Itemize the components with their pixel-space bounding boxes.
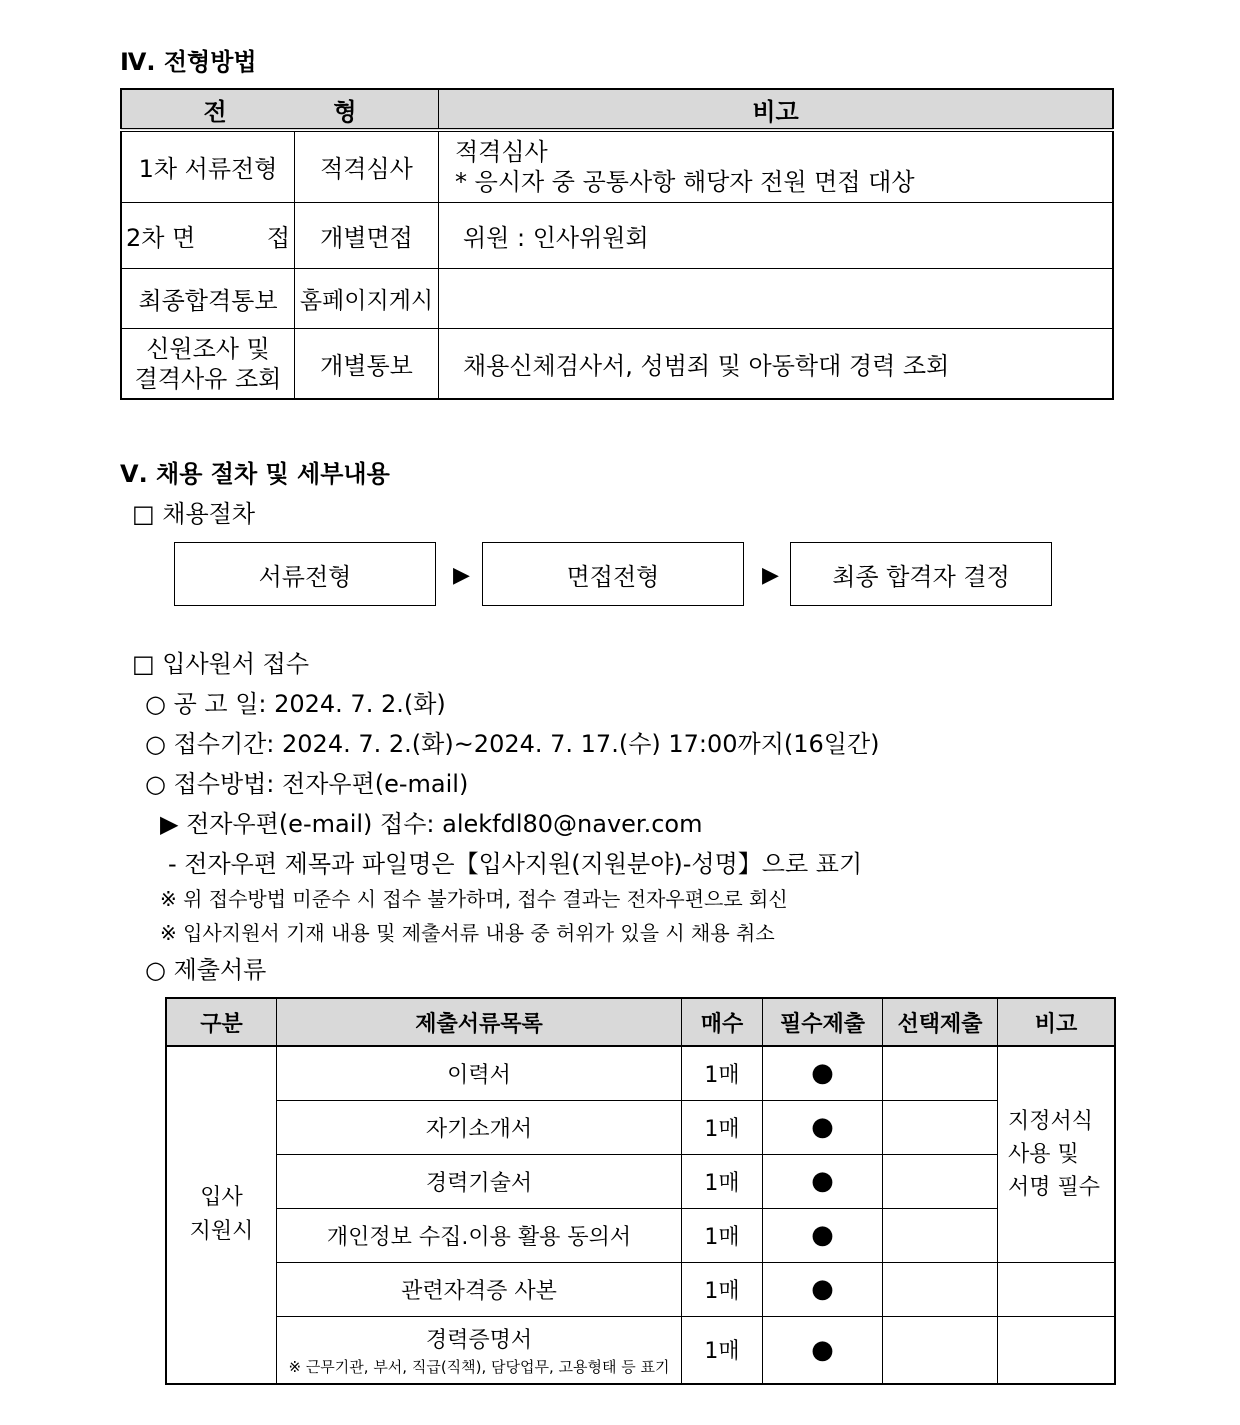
table-row: [121, 130, 1113, 202]
method-cell: 개별면접: [295, 202, 439, 268]
document-subnote: ※ 근무기관, 부서, 직급(직책), 담당업무, 고용형태 등 표기: [288, 1357, 670, 1376]
required-mark: ●: [763, 1316, 883, 1384]
email-address: ▶ 전자우편(e-mail) 접수: alekfdl80@naver.com: [160, 810, 703, 838]
stage-cell: 최종합격통보: [121, 269, 295, 329]
document-count: 1매: [682, 1100, 763, 1154]
optional-mark: [883, 1100, 998, 1154]
method-cell: 개별통보: [295, 329, 439, 399]
stage-cell: [121, 329, 295, 399]
table-row: [121, 269, 1113, 329]
remark-line: 적격심사: [455, 137, 548, 166]
optional-mark: [883, 1046, 998, 1100]
header-stage-a: 전: [203, 97, 227, 126]
category-cell: [166, 1046, 277, 1384]
document-name: 관련자격증 사본: [277, 1262, 682, 1316]
remark-cell: [998, 1262, 1116, 1316]
arrow-right-icon: ▶: [762, 563, 779, 588]
document-name: 경력기술서: [277, 1154, 682, 1208]
stage-cell: 1차 서류전형: [121, 130, 295, 202]
remark-line: 지정서식: [1008, 1108, 1094, 1134]
stage-cell: [121, 202, 295, 268]
table-row: [166, 1316, 1115, 1384]
table-row: [121, 202, 1113, 268]
arrow-right-icon: ▶: [453, 563, 470, 588]
remark-cell: [439, 269, 1114, 329]
header-required: 필수제출: [763, 998, 883, 1046]
remark-cell: 채용신체검사서, 성범죄 및 아동학대 경력 조회: [439, 329, 1114, 399]
header-remark: 비고: [439, 89, 1114, 130]
optional-mark: [883, 1262, 998, 1316]
table-row: [121, 329, 1113, 399]
application-method: ○ 접수방법: 전자우편(e-mail): [145, 770, 469, 798]
required-mark: ●: [763, 1100, 883, 1154]
header-remark: 비고: [998, 998, 1116, 1046]
required-mark: ●: [763, 1046, 883, 1100]
stage-text-a: 2차 면: [126, 223, 196, 252]
remark-cell: [998, 1316, 1116, 1384]
remark-line: 서명 필수: [1008, 1174, 1101, 1200]
step-final-decision: 최종 합격자 결정: [790, 542, 1052, 606]
document-count: 1매: [682, 1046, 763, 1100]
required-mark: ●: [763, 1154, 883, 1208]
remark-cell: [998, 1046, 1116, 1262]
header-category: 구분: [166, 998, 277, 1046]
document-count: 1매: [682, 1154, 763, 1208]
table-row: [166, 1100, 1115, 1154]
subject-rule: - 전자우편 제목과 파일명은【입사지원(지원분야)-성명】으로 표기: [168, 850, 863, 878]
document-name: 개인정보 수집.이용 활용 동의서: [277, 1208, 682, 1262]
documents-heading: ○ 제출서류: [145, 956, 267, 984]
section5-title: Ⅴ. 채용 절차 및 세부내용: [120, 460, 390, 488]
application-period: ○ 접수기간: 2024. 7. 2.(화)~2024. 7. 17.(수) 17:00까지(16일간): [145, 730, 880, 758]
header-optional: 선택제출: [883, 998, 998, 1046]
selection-method-table: [120, 88, 1114, 400]
stage-text-b: 접: [266, 223, 290, 252]
method-cell: 홈페이지게시: [295, 269, 439, 329]
optional-mark: [883, 1208, 998, 1262]
documents-table: [165, 997, 1116, 1385]
stage-line: 결격사유 조회: [134, 364, 282, 393]
table-row: [166, 1046, 1115, 1100]
category-line: 입사: [200, 1185, 243, 1210]
document-count: 1매: [682, 1262, 763, 1316]
header-count: 매수: [682, 998, 763, 1046]
document-name-cell: [277, 1316, 682, 1384]
document-name: 경력증명서: [425, 1327, 533, 1353]
stage-line: 신원조사 및: [146, 334, 270, 363]
remark-line: * 응시자 중 공통사항 해당자 전원 면접 대상: [455, 167, 915, 196]
section4-title: Ⅳ. 전형방법: [120, 48, 257, 76]
remark-cell: 위원 : 인사위원회: [439, 202, 1114, 268]
step-document-screening: 서류전형: [174, 542, 436, 606]
table-row: [166, 1154, 1115, 1208]
procedure-heading: □ 채용절차: [132, 500, 256, 528]
required-mark: ●: [763, 1208, 883, 1262]
document-name: 자기소개서: [277, 1100, 682, 1154]
document-count: 1매: [682, 1316, 763, 1384]
notice-date: ○ 공 고 일: 2024. 7. 2.(화): [145, 690, 446, 718]
application-heading: □ 입사원서 접수: [132, 650, 310, 678]
header-stage-b: 형: [333, 97, 357, 126]
document-count: 1매: [682, 1208, 763, 1262]
method-cell: 적격심사: [295, 130, 439, 202]
table-header-row: [166, 998, 1115, 1046]
remark-cell: [439, 130, 1114, 202]
category-line: 지원시: [189, 1219, 254, 1244]
table-row: [166, 1262, 1115, 1316]
remark-line: 사용 및: [1008, 1141, 1079, 1167]
note-false-info: ※ 입사지원서 기재 내용 및 제출서류 내용 중 허위가 있을 시 채용 취소: [160, 921, 775, 945]
header-stage: [121, 89, 439, 130]
required-mark: ●: [763, 1262, 883, 1316]
table-row: [166, 1208, 1115, 1262]
optional-mark: [883, 1316, 998, 1384]
step-interview: 면접전형: [482, 542, 744, 606]
note-method: ※ 위 접수방법 미준수 시 접수 불가하며, 접수 결과는 전자우편으로 회신: [160, 887, 788, 911]
document-name: 이력서: [277, 1046, 682, 1100]
optional-mark: [883, 1154, 998, 1208]
table-header-row: [121, 89, 1113, 130]
header-document-list: 제출서류목록: [277, 998, 682, 1046]
